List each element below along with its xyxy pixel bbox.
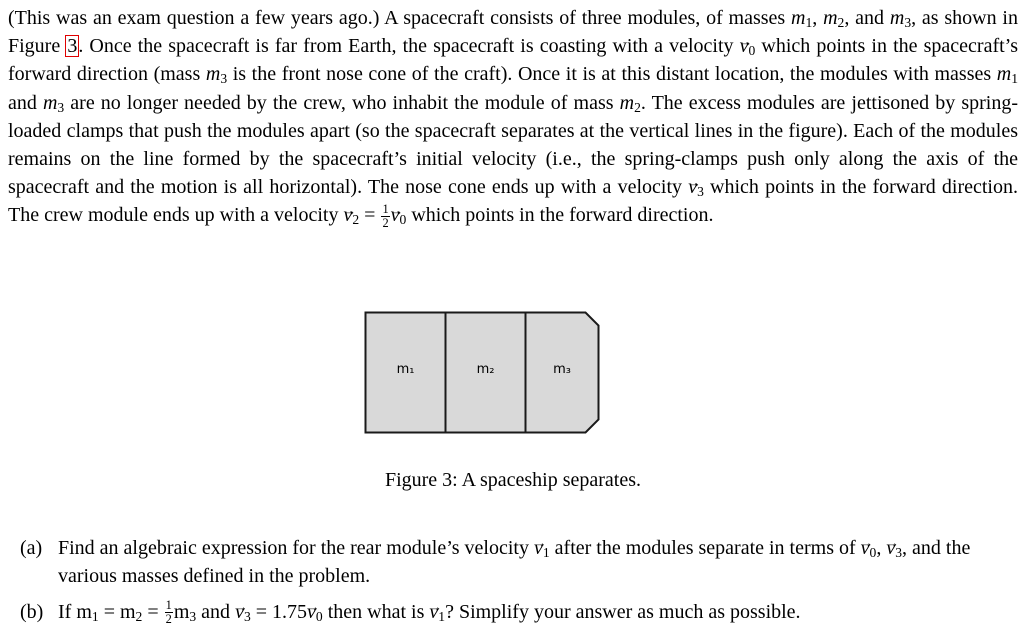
question-b-text: If $m_1 = m_2$ = $\frac{1}{2}$ $m_3$ and → $v_3 = 1.75\to v_0$ then what is → $v_1$? Simplify your answer as much as possible. [58,598,1020,626]
question-a-label: (a) [20,537,43,559]
mass-m3: $m_3$ [889,7,912,30]
figure-reference-link[interactable]: 3 [67,35,78,58]
velocity-v1: → $v_1$ [534,537,550,559]
velocity-v3: → $v_3$ [235,601,251,623]
mass-m3: $m_3$ [205,63,228,87]
spaceship-figure [364,311,600,434]
mass-m3: $m_3$ [42,91,65,115]
mass-m1: $m_1$ [996,63,1019,87]
mass-m3: $m_3$ [173,601,197,624]
question-a-text: Find an algebraic expression for the rear module’s velocity → $v_1$ after the modules separate in terms of → $v_0$, → $v_3$, and the various masses defined in the problem. [58,534,1020,590]
velocity-v1: → $v_1$ [429,601,445,623]
velocity-v2: → $v_2$ [343,204,359,226]
question-b-label: (b) [20,601,44,623]
figure-caption: Figure 3: A spaceship separates. [384,469,642,491]
module-m3-label: m₃ [553,362,571,377]
fraction-one-half: $\frac{1}{2}$ [165,598,172,627]
question-a [20,534,1020,590]
velocity-v0: → $v_0$ [391,204,407,226]
velocity-v0: → $v_0$ [861,537,877,559]
velocity-v3: → $v_3$ [688,176,704,198]
problem-text: (This was an exam question a few years ago.) A spacecraft consists of three modules, of masses [8,7,792,29]
fraction-one-half: $\frac{1}{2}$ [382,201,389,230]
mass-m1: $m_1$ [791,7,813,30]
mass-m2: $m_2$ [119,601,143,624]
question-b [20,598,1020,626]
mass-m2: $m_2$ [619,91,641,115]
velocity-v0: → $v_0$ [307,601,323,623]
module-m2-label: m₂ [476,362,495,377]
problem-statement: (This was an exam question a few years ago.) A spacecraft consists of three modules, of masses $m_1$, $m_2$, and $m_3$, as shown in Figure 3. Once the spacecraft is far from Earth, the spacecraft is coasting with a velocity → $v_0$ which points in the spacecraft’s forward direction (mass $m_3$ is the front nose cone of the craft). Once it is at this distant location, the modules with masses $m_1$ and $m_3$ are no longer needed by the crew, who inhabit the module of mass $m_2$. The excess modules are jettisoned by spring-loaded clamps that push the modules apart (so the spacecraft separates at the vertical lines in the figure). Each of the modules remains on the line formed by the spacecraft’s initial velocity (i.e., the spring-clamps push only along the axis of the spacecraft and the motion is all horizontal). The nose cone ends up with a velocity → $v_3$ which points in the forward direction. The crew module ends up with a velocity → $v_2$ = $\frac{1}{2}$ → $v_0$ which points in the forward direction. [8,4,1018,230]
mass-m2: $m_2$ [823,7,845,30]
velocity-v0: → $v_0$ [740,35,756,57]
module-m1-label: m₁ [396,362,415,377]
mass-m1: $m_1$ [76,601,99,624]
velocity-v3: → $v_3$ [886,537,902,559]
